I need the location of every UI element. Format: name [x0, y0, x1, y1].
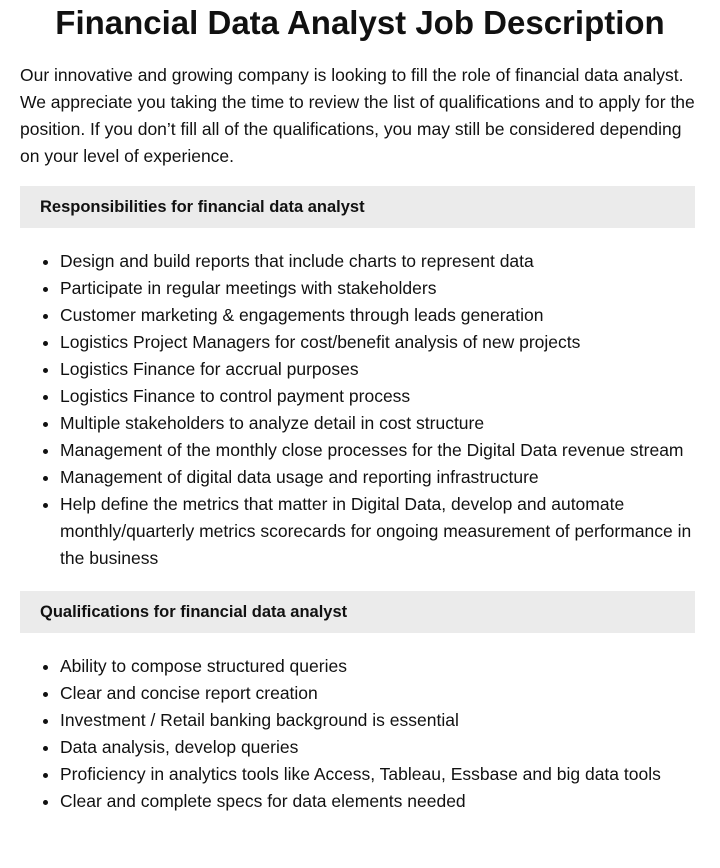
list-item: • Data analysis, develop queries: [60, 734, 700, 761]
list-item: • Management of the monthly close processes for the Digital Data revenue stream: [60, 437, 700, 464]
list-item: • Multiple stakeholders to analyze detail in cost structure: [60, 410, 700, 437]
list-item: • Logistics Finance for accrual purposes: [60, 356, 700, 383]
intro-paragraph: Our innovative and growing company is looking to fill the role of financial data analyst. We appreciate you taking the time to review the list of qualifications and to apply for the position. If you don’t fill all of the qualifications, you may still be considered depending on your level of experience.: [20, 65, 695, 166]
list-item: • Help define the metrics that matter in Digital Data, develop and automate monthly/quarterly metrics scorecards for ongoing measurement of performance in the business: [60, 491, 700, 572]
list-item: • Investment / Retail banking background is essential: [60, 707, 700, 734]
list-item: • Logistics Finance to control payment process: [60, 383, 700, 410]
responsibilities-heading: Responsibilities for financial data analyst: [20, 186, 695, 228]
qualifications-list: [0, 653, 700, 815]
list-item: • Participate in regular meetings with stakeholders: [60, 275, 700, 302]
list-item: • Customer marketing & engagements through leads generation: [60, 302, 700, 329]
list-item: • Logistics Project Managers for cost/benefit analysis of new projects: [60, 329, 700, 356]
qualifications-heading: Qualifications for financial data analyst: [20, 591, 695, 633]
list-item: • Clear and concise report creation: [60, 680, 700, 707]
responsibilities-list: [0, 248, 700, 572]
list-item: • Management of digital data usage and reporting infrastructure: [60, 464, 700, 491]
list-item: • Design and build reports that include charts to represent data: [60, 248, 700, 275]
page-title: Financial Data Analyst Job Description: [55, 4, 665, 41]
list-item: • Clear and complete specs for data elements needed: [60, 788, 700, 815]
list-item: • Ability to compose structured queries: [60, 653, 700, 680]
list-item: • Proficiency in analytics tools like Access, Tableau, Essbase and big data tools: [60, 761, 700, 788]
